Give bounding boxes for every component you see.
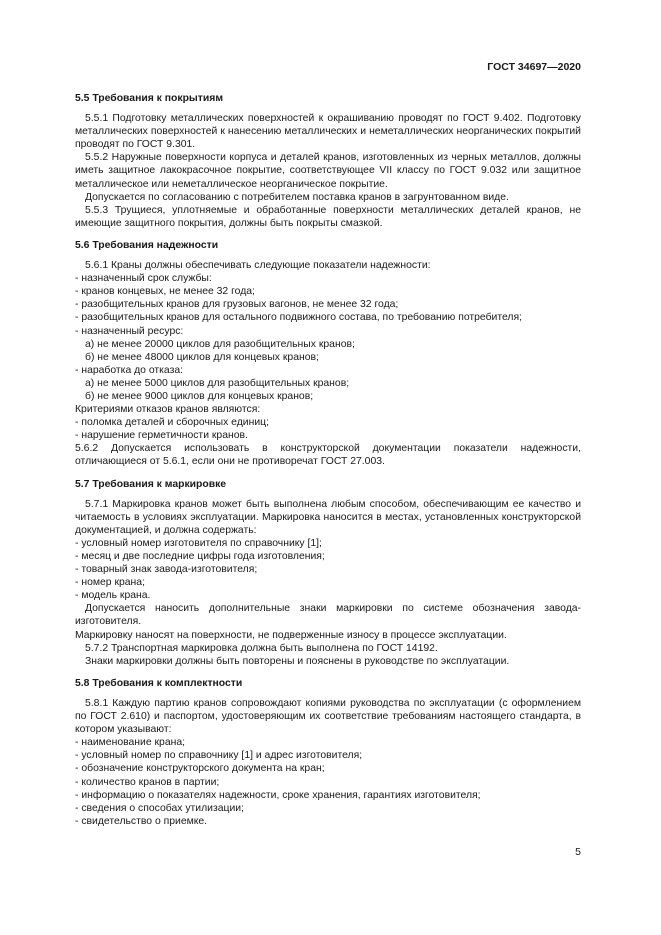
list-item: - сведения о способах утилизации; <box>75 802 244 814</box>
paragraph: 5.5.3 Трущиеся, уплотняемые и обработанные поверхности металлических деталей кранов, не имеющие защитного покрытия, должны быть покрыты смазкой. <box>75 204 581 229</box>
list-item: - разобщительных кранов для грузовых вагонов, не менее 32 года; <box>75 299 399 311</box>
list-item: - месяц и две последние цифры года изготовления; <box>75 551 325 562</box>
list-item: - назначенный срок службы: <box>75 273 212 285</box>
list-item: б) не менее 48000 циклов для концевых кранов; <box>85 351 319 363</box>
paragraph: 5.5.1 Подготовку металлических поверхностей к окрашиванию проводят по ГОСТ 9.402. Подготовку металлических поверхностей к нанесению металлических и неметаллических неорганических покрытий проводят по ГОСТ 9.301. <box>75 113 581 151</box>
list-item: - наименование крана; <box>75 737 186 749</box>
list-item: - условный номер по справочнику [1] и адрес изготовителя; <box>75 750 363 762</box>
list-item: - информацию о показателях надежности, сроке хранения, гарантиях изготовителя; <box>75 789 481 801</box>
list-item: - поломка деталей и сборочных единиц; <box>75 417 269 429</box>
section-coatings <box>75 92 581 230</box>
list-item: а) не менее 20000 циклов для разобщительных кранов; <box>85 338 355 350</box>
paragraph: Знаки маркировки должны быть повторены и пояснены в руководстве по эксплуатации. <box>85 655 510 667</box>
list-item: - назначенный ресурс: <box>75 325 184 337</box>
section-title: 5.8 Требования к комплектности <box>75 677 243 689</box>
list-item: - свидетельство о приемке. <box>75 815 208 827</box>
paragraph: 5.6.1 Краны должны обеспечивать следующие показатели надежности: <box>85 260 431 272</box>
list-item: - товарный знак завода-изготовителя; <box>75 564 258 576</box>
list-item: - обозначение конструкторского документа на кран; <box>75 763 325 775</box>
list-item: - условный номер изготовителя по справочнику [1]; <box>75 537 322 549</box>
paragraph: 5.8.1 Каждую партию кранов сопровождают копиями руководства по эксплуатации (с оформлением по ГОСТ 2.610) и паспортом, удостоверяющим их соответствие требованиям настоящего стандарта, в котором указывают: <box>75 697 581 736</box>
list-item: - нарушение герметичности кранов. <box>75 430 248 442</box>
list-item: - модель крана. <box>75 590 151 602</box>
document-body <box>75 92 581 837</box>
paragraph: Критериями отказов кранов являются: <box>75 404 261 416</box>
list-item: - кранов концевых, не менее 32 года; <box>75 286 255 298</box>
list-item: - номер крана; <box>75 577 145 589</box>
section-marking <box>75 478 581 668</box>
list-item: - разобщительных кранов для остального подвижного состава, по требованию потребителя; <box>75 312 522 324</box>
section-completeness <box>75 677 581 828</box>
document-code: ГОСТ 34697—2020 <box>487 61 581 73</box>
paragraph: 5.5.2 Наружные поверхности корпуса и деталей кранов, изготовленных из черных металлов, должны иметь защитное лакокрасочное покрытие, соответствующее VII классу по ГОСТ 9.032 или защитное металлическое или неметаллическое неорганическое покрытие. <box>75 152 581 190</box>
section-title: 5.7 Требования к маркировке <box>75 478 227 490</box>
section-reliability <box>75 239 581 469</box>
list-item: а) не менее 5000 циклов для разобщительных кранов; <box>85 377 350 389</box>
paragraph: Маркировку наносят на поверхности, не подверженные износу в процессе эксплуатации. <box>75 629 507 641</box>
paragraph: 5.7.2 Транспортная маркировка должна быть выполнена по ГОСТ 14192. <box>85 642 438 654</box>
paragraph: 5.7.1 Маркировка кранов может быть выполнена любым способом, обеспечивающим ее качество и читаемость в условиях эксплуатации. Маркировка наносится в местах, установленных конструкторской документацией, и должна содержать: <box>75 498 581 536</box>
list-item: - наработка до отказа: <box>75 364 184 376</box>
list-item: б) не менее 9000 циклов для концевых кранов; <box>85 390 314 402</box>
list-item: - количество кранов в партии; <box>75 776 220 788</box>
paragraph: Допускается наносить дополнительные знаки маркировки по системе обозначения завода-изготовителя. <box>75 603 581 628</box>
section-title: 5.5 Требования к покрытиям <box>75 93 224 104</box>
paragraph: Допускается по согласованию с потребителем поставка кранов в загрунтованном виде. <box>85 191 509 203</box>
page-number: 5 <box>575 846 581 858</box>
paragraph: 5.6.2 Допускается использовать в конструкторской документации показатели надежности, отличающиеся от 5.6.1, если они не противоречат ГОСТ 27.003. <box>75 443 581 468</box>
section-title: 5.6 Требования надежности <box>75 239 219 251</box>
